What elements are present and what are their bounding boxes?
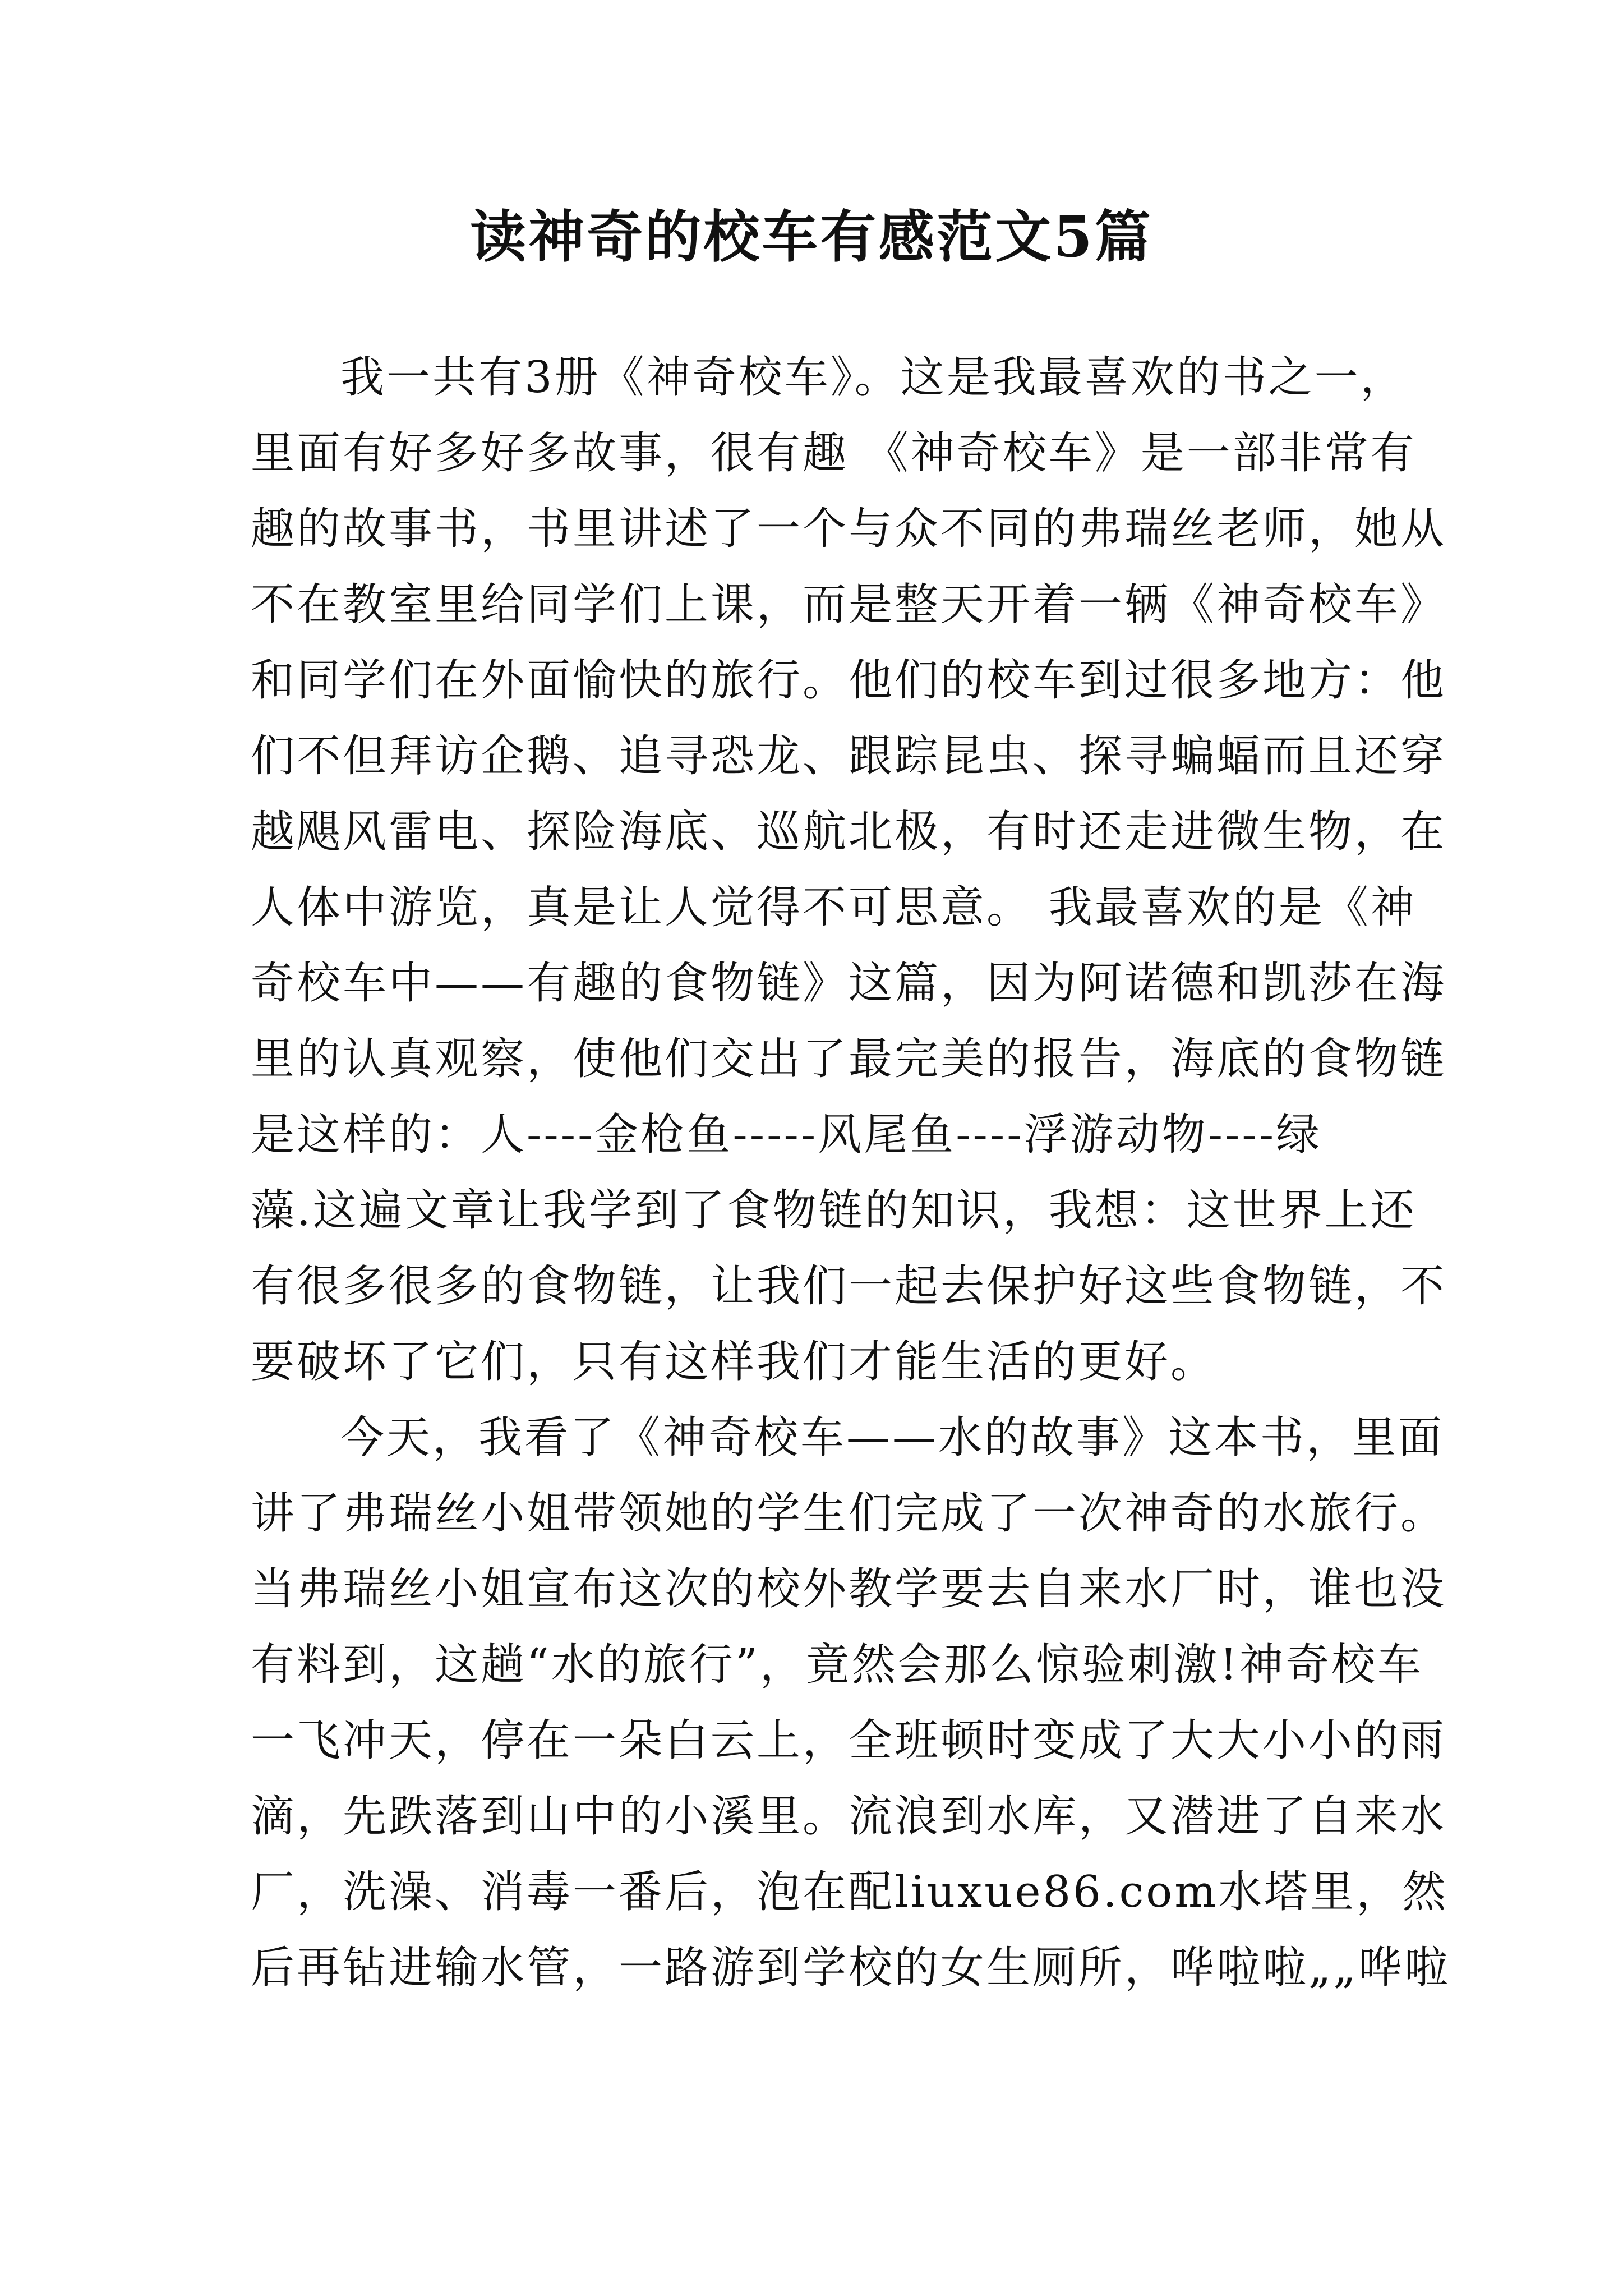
paragraph-2-line: 有料到，这趟“水的旅行”，竟然会那么惊验刺激!神奇校车 [251, 1640, 1424, 1690]
paragraph-2-line: 一飞冲天，停在一朵白云上，全班顿时变成了大大小小的雨 [251, 1715, 1447, 1766]
paragraph-1-line: 趣的故事书，书里讲述了一个与众不同的弗瑞丝老师，她从 [251, 504, 1447, 554]
document-body [251, 340, 1450, 2006]
paragraph-1-line: 人体中游览，真是让人觉得不可思意。 我最喜欢的是《神 [251, 882, 1417, 933]
paragraph-1-line: 们不但拜访企鹅、追寻恐龙、跟踪昆虫、探寻蝙蝠而且还穿 [251, 731, 1447, 781]
paragraph-2-line: 滴，先跌落到山中的小溪里。流浪到水库，又潜进了自来水 [251, 1791, 1447, 1842]
paragraph-1-line: 不在教室里给同学们上课，而是整天开着一辆《神奇校车》 [251, 579, 1447, 630]
paragraph-1-line: 要破坏了它们，只有这样我们才能生活的更好。 [251, 1337, 1217, 1387]
paragraph-1-line: 和同学们在外面愉快的旅行。他们的校车到过很多地方：他 [251, 655, 1447, 706]
paragraph-1-line: 藻.这遍文章让我学到了食物链的知识，我想：这世界上还 [251, 1185, 1417, 1236]
paragraph-2-line: 当弗瑞丝小姐宣布这次的校外教学要去自来水厂时，谁也没 [251, 1564, 1447, 1614]
paragraph-1-line: 是这样的：人----金枪鱼-----风尾鱼----浮游动物----绿 [251, 1110, 1322, 1160]
paragraph-2-line: 讲了弗瑞丝小姐带领她的学生们完成了一次神奇的水旅行。 [251, 1488, 1447, 1539]
paragraph-1-line: 有很多很多的食物链，让我们一起去保护好这些食物链，不 [251, 1261, 1447, 1312]
paragraph-2-line: 厂，洗澡、消毒一番后，泡在配liuxue86.com水塔里，然 [251, 1867, 1449, 1917]
paragraph-1-line: 里的认真观察，使他们交出了最完美的报告，海底的食物链 [251, 1034, 1447, 1084]
paragraph-2-line: 后再钻进输水管，一路游到学校的女生厕所，哗啦啦„„哗啦 [251, 1943, 1450, 1993]
paragraph-1-line: 越飓风雷电、探险海底、巡航北极，有时还走进微生物，在 [251, 807, 1447, 857]
paragraph-1-line: 我一共有3册《神奇校车》。这是我最喜欢的书之一， [340, 352, 1407, 403]
paragraph-1-line: 奇校车中——有趣的食物链》这篇，因为阿诺德和凯莎在海 [251, 958, 1447, 1009]
document-title: 读神奇的校车有感范文5篇 [470, 204, 1153, 270]
paragraph-2-line: 今天，我看了《神奇校车——水的故事》这本书，里面 [340, 1412, 1445, 1463]
paragraph-1-line: 里面有好多好多故事，很有趣 《神奇校车》是一部非常有 [251, 428, 1417, 478]
